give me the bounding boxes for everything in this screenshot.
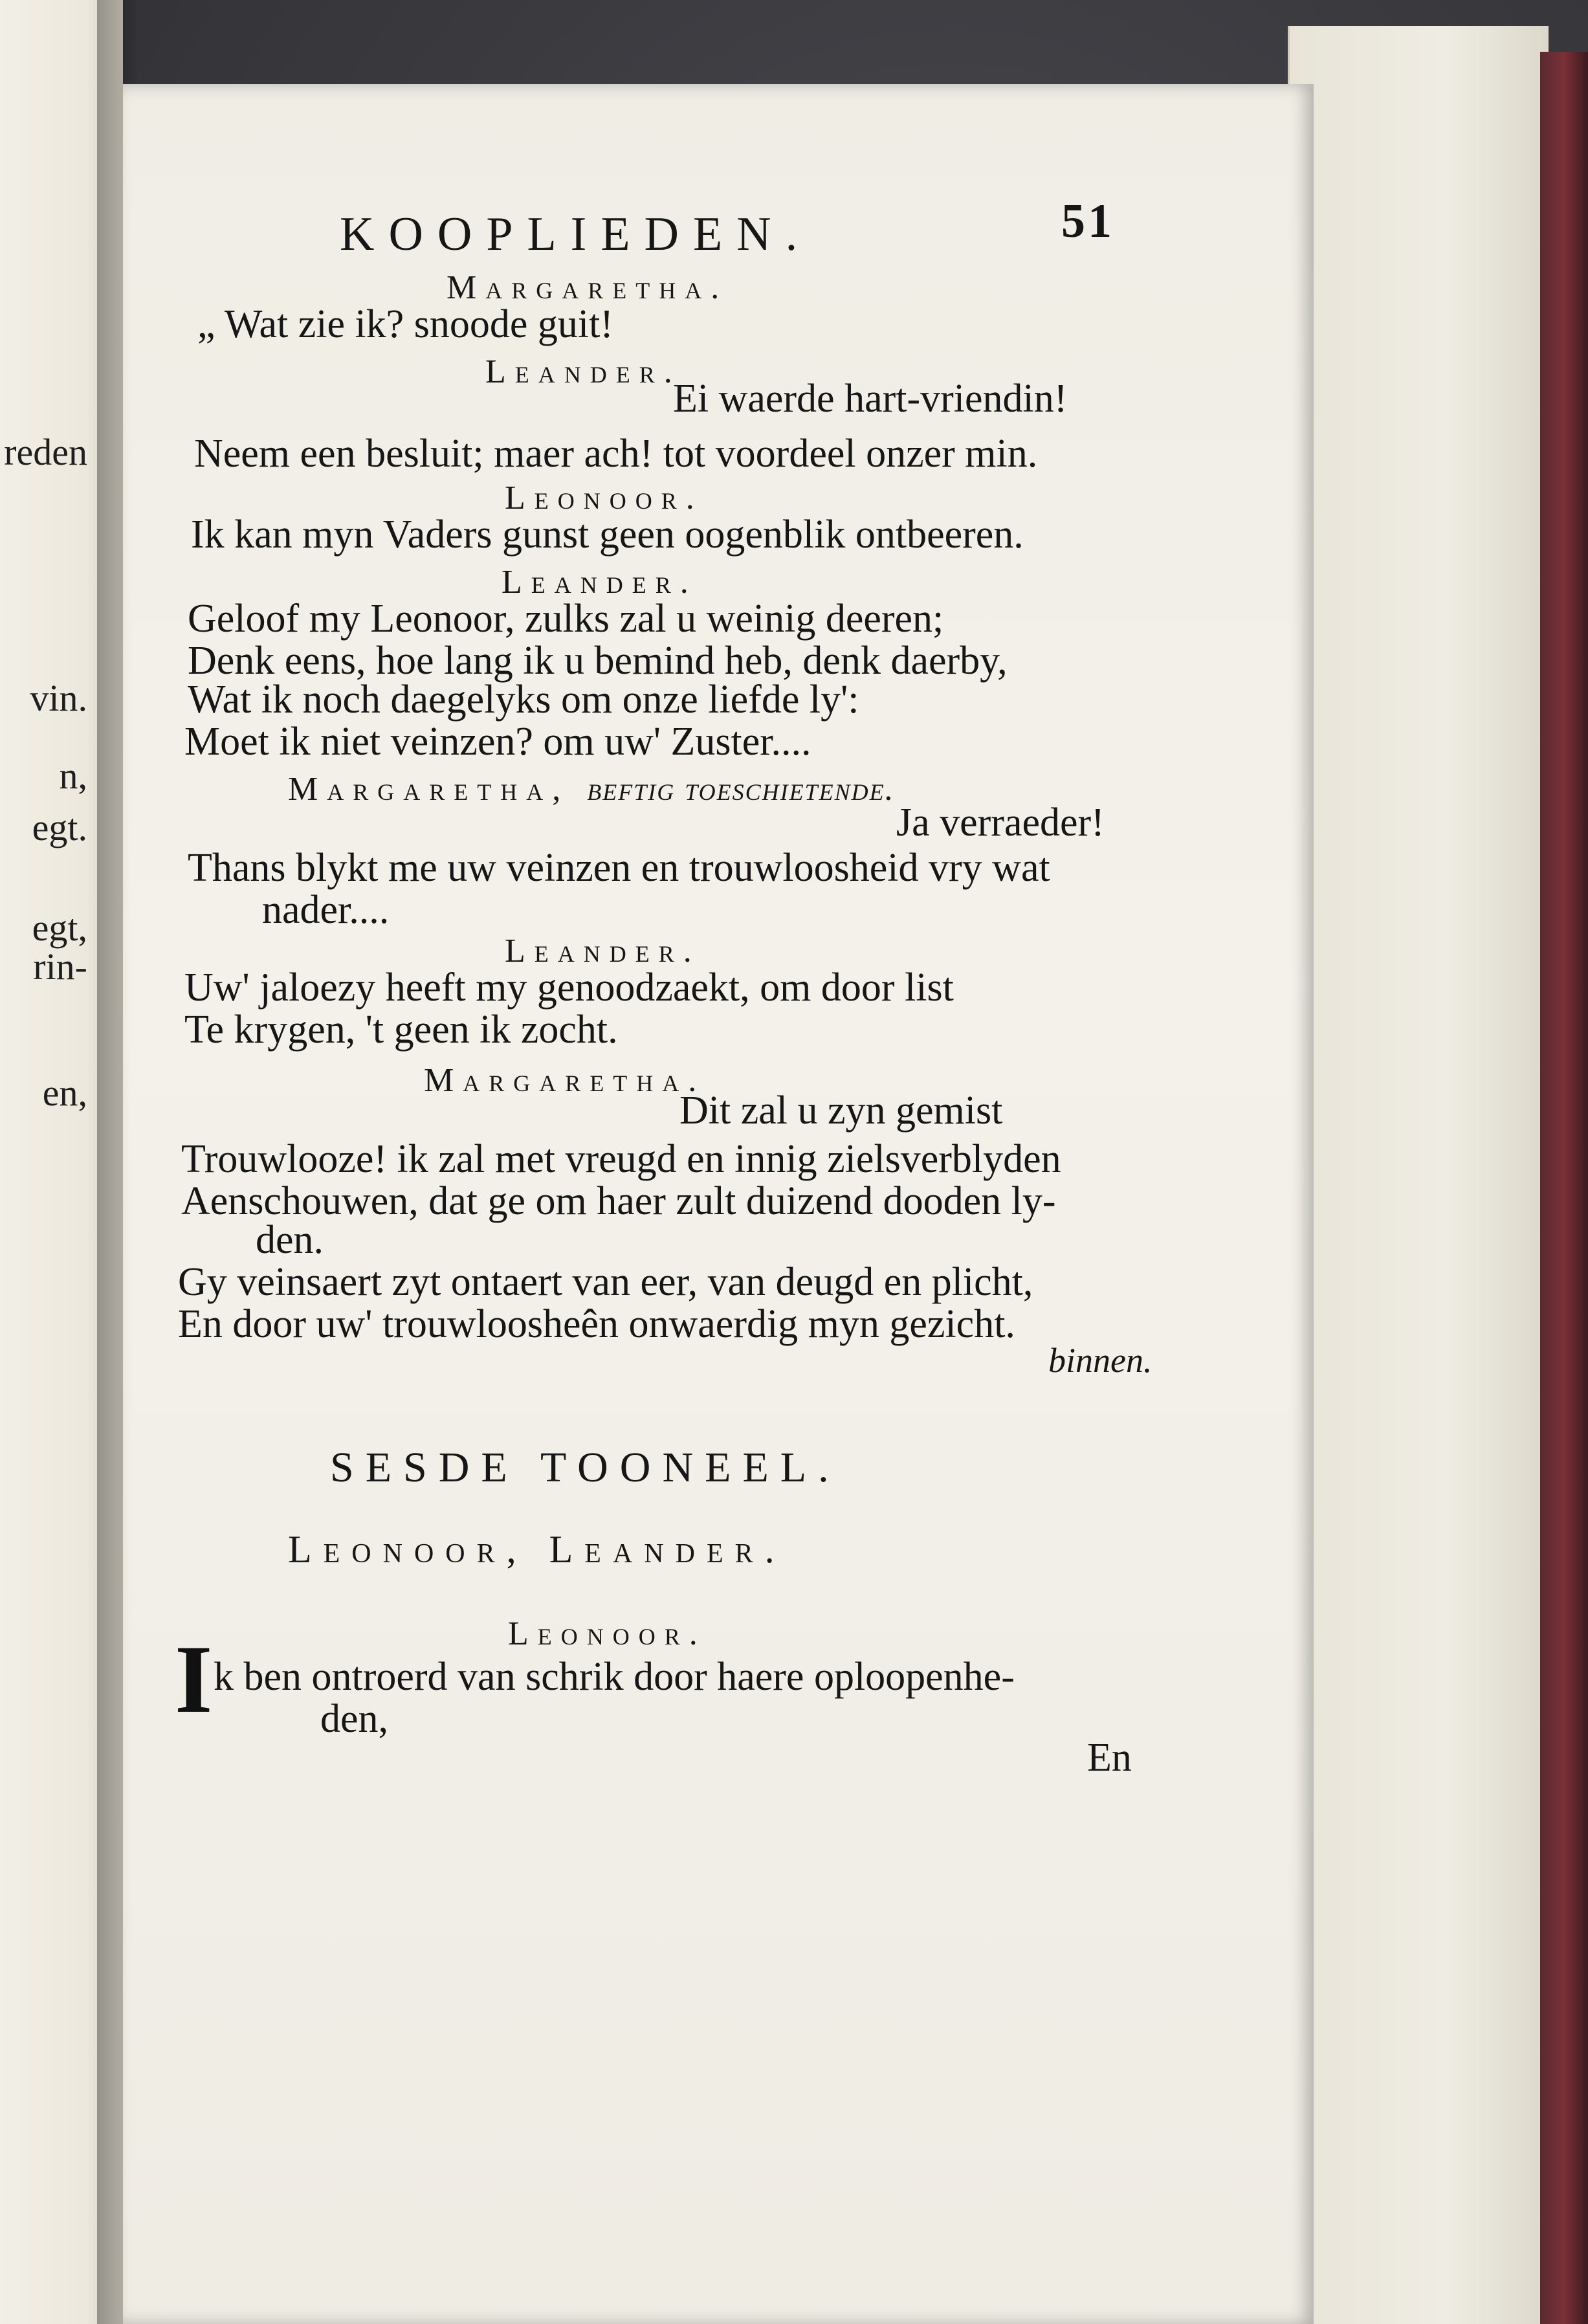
verse-line: En door uw' trouwloosheên onwaerdig myn gezicht. bbox=[178, 1302, 1015, 1346]
speaker-name: Leonoor. bbox=[508, 1615, 707, 1652]
speaker-label: Margaretha, bbox=[288, 771, 570, 808]
verse-line: den, bbox=[320, 1697, 389, 1741]
left-fragment: vin. bbox=[30, 677, 87, 719]
speaker-name: Leander. bbox=[505, 933, 701, 969]
speaker-name: Leander. bbox=[502, 564, 698, 601]
verse-line: k ben ontroerd van schrik door haere oploopenhe- bbox=[214, 1655, 1015, 1699]
stage-direction: beftig toeschietende. bbox=[587, 771, 895, 808]
left-fragment: egt. bbox=[32, 806, 87, 848]
left-fragment: rin- bbox=[33, 946, 87, 988]
left-fragment: egt, bbox=[32, 907, 87, 949]
stage-direction: binnen. bbox=[1048, 1341, 1152, 1380]
back-page-edges bbox=[1288, 26, 1549, 2324]
verse-line: Ik kan myn Vaders gunst geen oogenblik ontbeeren. bbox=[191, 513, 1024, 557]
verse-line: Aenschouwen, dat ge om haer zult duizend dooden ly- bbox=[181, 1179, 1056, 1223]
scene-characters: Leonoor, Leander. bbox=[288, 1528, 786, 1571]
verse-line: Thans blykt me uw veinzen en trouwloosheid vry wat bbox=[188, 846, 1050, 890]
speaker-name bbox=[288, 770, 895, 808]
left-fragment: en, bbox=[42, 1072, 87, 1114]
left-fragment: reden bbox=[4, 431, 87, 473]
book-page bbox=[123, 84, 1314, 2324]
verse-line: Trouwlooze! ik zal met vreugd en innig zielsverblyden bbox=[181, 1137, 1061, 1181]
running-title: KOOPLIEDEN. bbox=[340, 208, 812, 261]
verse-line: Ja verraeder! bbox=[896, 801, 1105, 845]
drop-capital: I bbox=[175, 1626, 213, 1733]
verse-line: Te krygen, 't geen ik zocht. bbox=[184, 1008, 618, 1052]
verse-line: Wat ik noch daegelyks om onze liefde ly': bbox=[188, 678, 859, 722]
verse-line: Moet ik niet veinzen? om uw' Zuster.... bbox=[184, 720, 811, 764]
verse-line: Dit zal u zyn gemist bbox=[679, 1089, 1003, 1133]
page-number: 51 bbox=[1061, 195, 1114, 248]
scene-title: SESDE TOONEEL. bbox=[330, 1444, 841, 1491]
verse-line: Ei waerde hart-vriendin! bbox=[673, 377, 1068, 421]
speaker-name: Leonoor. bbox=[505, 480, 703, 516]
speaker-name: Margaretha. bbox=[447, 269, 729, 306]
verse-line: den. bbox=[256, 1218, 324, 1262]
verse-line: Neem een besluit; maer ach! tot voordeel onzer min. bbox=[194, 432, 1038, 476]
verse-line: nader.... bbox=[262, 888, 390, 932]
verse-line: Denk eens, hoe lang ik u bemind heb, denk daerby, bbox=[188, 639, 1008, 683]
book-cover-edge bbox=[1540, 52, 1588, 2324]
verse-line: Uw' jaloezy heeft my genoodzaekt, om door list bbox=[184, 966, 954, 1010]
catchword: En bbox=[1087, 1736, 1132, 1780]
verse-line: Gy veinsaert zyt ontaert van eer, van deugd en plicht, bbox=[178, 1260, 1033, 1304]
verse-line: „ Wat zie ik? snoode guit! bbox=[197, 302, 613, 346]
speaker-name: Leander. bbox=[485, 353, 681, 390]
speaker-name: Margaretha. bbox=[424, 1062, 706, 1099]
left-fragment: n, bbox=[59, 755, 87, 797]
verse-line: Geloof my Leonoor, zulks zal u weinig deeren; bbox=[188, 597, 944, 641]
